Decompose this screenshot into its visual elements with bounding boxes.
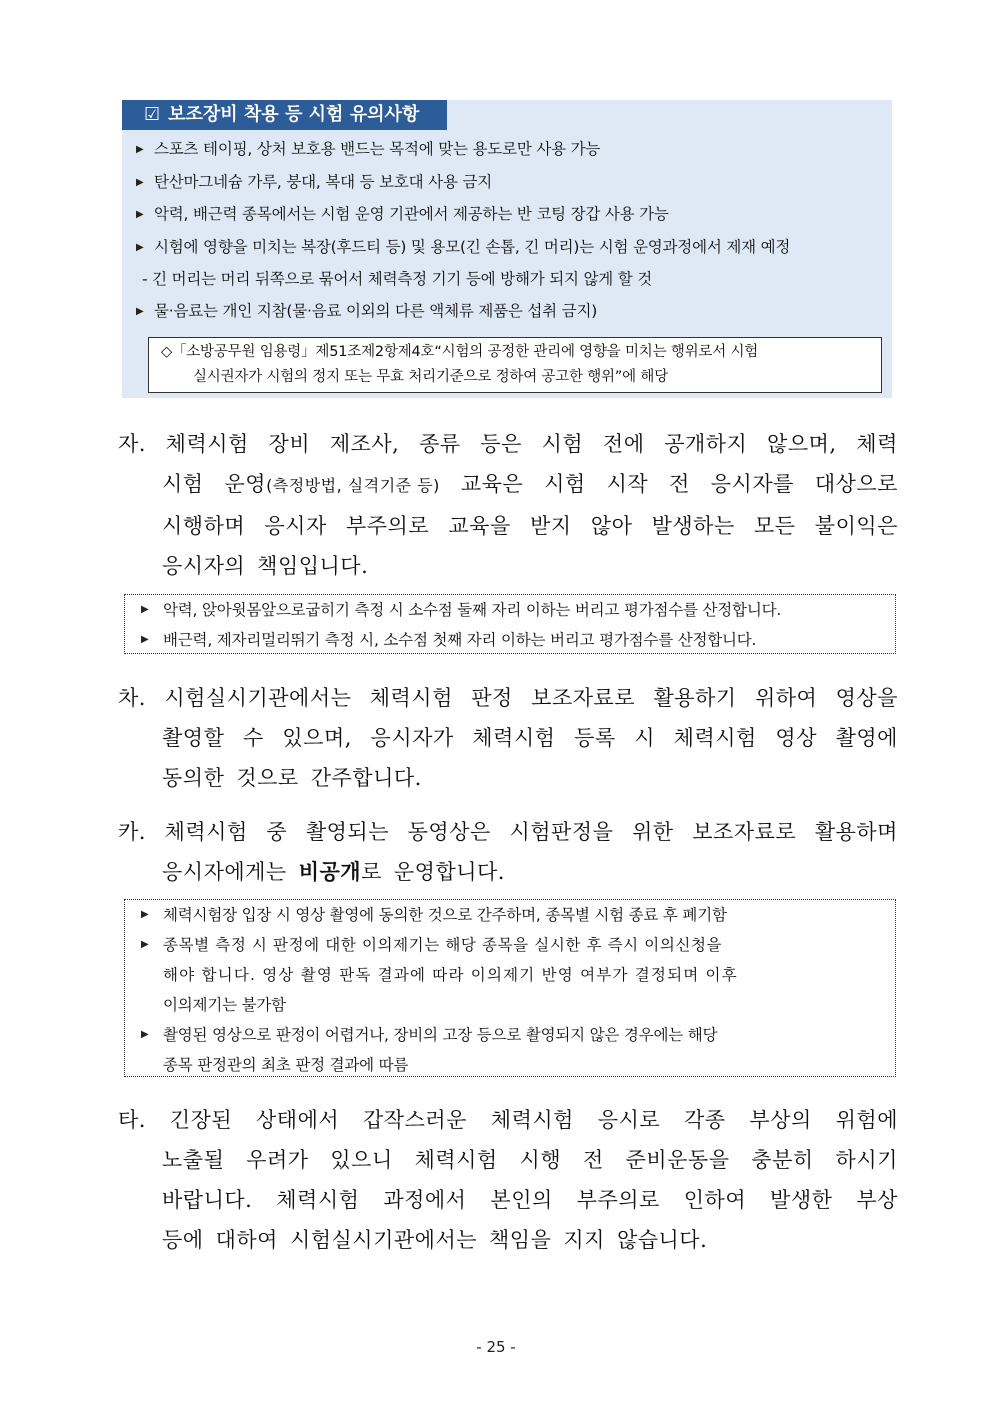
- word: 시험실시기관에서는: [289, 1228, 478, 1252]
- word: 시험판정을: [509, 820, 614, 844]
- legal-note-line: ◇「소방공무원 임용령」제51조제2항제4호“시험의 공정한 관리에 영향을 미치는 행위로서 시험: [161, 344, 759, 360]
- word: 부상의: [749, 1108, 812, 1132]
- word: [299, 852, 382, 892]
- word: 노출될: [162, 1148, 225, 1172]
- list-item-text: 배근력, 제자리멀리뛰기 측정 시, 소수점 첫째 자리 이하는 버리고 평가점수를 산정합니다.: [163, 631, 757, 649]
- word: 부주의로: [345, 514, 430, 538]
- triangle-bullet-icon: ▶: [141, 604, 149, 615]
- list-item-continuation: 해야 합니다. 영상 촬영 판독 결과에 따라 이의제기 반영 여부가 결정되며 이후: [163, 966, 738, 984]
- word: 운영합니다.: [393, 860, 505, 884]
- word: 체력시험: [414, 1148, 498, 1172]
- word: 자.: [118, 432, 146, 456]
- triangle-bullet-icon: ▶: [141, 1029, 149, 1040]
- word: 대상으로: [814, 472, 898, 496]
- notice-panel-title: [122, 100, 447, 130]
- list-item: [125, 900, 895, 930]
- word: 모든: [753, 514, 796, 538]
- triangle-bullet-icon: ▶: [136, 176, 144, 188]
- word: 시작: [606, 472, 649, 496]
- word: 판정: [471, 686, 513, 710]
- list-item: [125, 930, 895, 960]
- word: 준비운동을: [625, 1148, 730, 1172]
- word: 영상: [775, 726, 817, 750]
- word: 시: [634, 726, 656, 750]
- word: 활용하기: [653, 686, 737, 710]
- list-item-continuation: 이의제기는 불가함: [163, 996, 286, 1014]
- list-item-text: 물·음료는 개인 지참(물·음료 이외의 다른 액체류 제품은 섭취 금지): [154, 302, 598, 320]
- word: 시험실시기관에서는: [164, 686, 352, 710]
- word: 응시자에게는: [162, 860, 287, 884]
- list-item: [132, 231, 892, 264]
- word: 교육을: [448, 514, 511, 538]
- word: 응시자가: [370, 726, 454, 750]
- word: 있으니: [330, 1148, 393, 1172]
- word: 간주합니다.: [310, 766, 422, 790]
- word: 바랍니다.: [162, 1188, 253, 1212]
- word: 있으며,: [282, 726, 352, 750]
- word: 등에: [162, 1228, 204, 1252]
- word: 시험: [541, 432, 584, 456]
- list-item-text: 탄산마그네슘 가루, 붕대, 복대 등 보호대 사용 금지: [154, 172, 493, 191]
- para-line: [118, 718, 898, 758]
- list-item: [125, 1020, 895, 1050]
- triangle-bullet-icon: ▶: [141, 939, 150, 950]
- section-ka: [118, 812, 898, 892]
- word: 보조자료로: [531, 686, 636, 710]
- word: 응시자: [264, 514, 327, 538]
- section-ta: [118, 1100, 898, 1260]
- para-line: [118, 424, 898, 464]
- word: 위험에: [835, 1108, 898, 1132]
- word: 하시기: [835, 1148, 898, 1172]
- info-box-video: [124, 899, 896, 1077]
- word: 등은: [480, 432, 522, 456]
- word: 응시자의: [162, 554, 246, 578]
- word: 활용하며: [814, 820, 898, 844]
- word: 체력시험: [369, 686, 453, 710]
- word: 촬영되는: [305, 820, 389, 844]
- list-item-text: 촬영된 영상으로 판정이 어렵거나, 장비의 고장 등으로 촬영되지 않은 경우에는 해당: [163, 1026, 718, 1044]
- word: 수: [242, 726, 264, 750]
- triangle-bullet-icon: ▶: [136, 306, 144, 317]
- checkbox-icon: ☑: [144, 104, 161, 125]
- list-item-text: 악력, 앉아윗몸앞으로굽히기 측정 시 소수점 둘째 자리 이하는 버리고 평가점수를 산정합니다.: [163, 601, 782, 619]
- word: 본인의: [490, 1188, 553, 1212]
- para-line: [118, 1100, 898, 1140]
- word: 운영: [224, 472, 267, 496]
- word: 불이익은: [814, 514, 898, 538]
- page-number: - 25 -: [476, 1338, 516, 1356]
- word: 시험: [162, 472, 204, 496]
- para-line: [118, 506, 898, 546]
- word: 상태에서: [256, 1108, 340, 1132]
- word: 카.: [118, 820, 146, 844]
- list-item: [132, 295, 892, 328]
- word: 영상을: [835, 686, 898, 710]
- word: 시행하며: [162, 514, 246, 538]
- list-item-text: 스포츠 테이핑, 상처 보호용 밴드는 목적에 맞는 용도로만 사용 가능: [154, 140, 601, 158]
- word: 제조사,: [329, 432, 400, 456]
- word: 장비: [268, 432, 311, 456]
- list-item-text: 종목별 측정 시 판정에 대한 이의제기는 해당 종목을 실시한 후 즉시 이의신청을: [163, 936, 723, 954]
- word: 체력시험: [472, 726, 556, 750]
- triangle-bullet-icon: ▶: [136, 209, 144, 220]
- word: 위하여: [754, 686, 818, 710]
- triangle-bullet-icon: ▶: [141, 634, 149, 645]
- word: 지지: [563, 1228, 605, 1252]
- triangle-bullet-icon: ▶: [136, 144, 144, 155]
- section-ja: [118, 424, 898, 586]
- word: 충분히: [751, 1148, 814, 1172]
- list-item-text: 악력, 배근력 종목에서는 시험 운영 기관에서 제공하는 반 코팅 장갑 사용 가능: [154, 205, 669, 223]
- para-line: [118, 1140, 898, 1180]
- word: 긴장된: [169, 1108, 233, 1132]
- list-item: [132, 198, 892, 231]
- word: 보조자료로: [692, 820, 797, 844]
- word: 시행: [519, 1148, 562, 1172]
- word: 부상: [856, 1188, 898, 1212]
- para-line: [118, 464, 898, 506]
- word: 동의한: [162, 766, 225, 790]
- word: 않아: [590, 514, 633, 538]
- word: 발생한: [770, 1188, 833, 1212]
- word: 갑작스러운: [363, 1108, 467, 1132]
- word: 않으며,: [767, 432, 837, 456]
- para-line: [118, 1180, 898, 1220]
- word: 위한: [632, 820, 674, 844]
- list-item-text: 시험에 영향을 미치는 복장(후드티 등) 및 용모(긴 손톱, 긴 머리)는 시험 운영과정에서 제재 예정: [154, 237, 791, 256]
- triangle-bullet-icon: ▶: [136, 241, 144, 253]
- word: 체력: [856, 432, 898, 456]
- triangle-bullet-icon: ▶: [141, 909, 149, 920]
- word: 체력시험: [490, 1108, 574, 1132]
- word: 체력시험: [164, 820, 248, 844]
- word: 전: [582, 1148, 604, 1172]
- word: 공개하지: [664, 432, 748, 456]
- list-item-continuation: 종목 판정관의 최초 판정 결과에 따름: [163, 1056, 409, 1074]
- list-item: [125, 625, 895, 655]
- word: 않습니다.: [616, 1228, 708, 1252]
- word: 중: [266, 820, 288, 844]
- info-box-rounding: [124, 594, 896, 654]
- word: 책임입니다.: [257, 554, 369, 578]
- para-line: [118, 1220, 898, 1260]
- para-line: [118, 852, 898, 892]
- word: 대하여: [215, 1228, 278, 1252]
- list-item: [132, 166, 892, 199]
- word: 체력시험: [276, 1188, 360, 1212]
- notice-panel-title-text: 보조장비 착용 등 시험 유의사항: [168, 104, 420, 125]
- word: 부주의로: [576, 1188, 660, 1212]
- legal-note-line: 실시권자가 시험의 정지 또는 무효 처리기준으로 정하여 공고한 행위”에 해당: [193, 369, 669, 385]
- legal-note-box: [148, 337, 882, 393]
- list-item-text: 체력시험장 입장 시 영상 촬영에 동의한 것으로 간주하며, 종목별 시험 종료 후 폐기함: [163, 906, 727, 924]
- word: 교육은: [460, 472, 524, 496]
- word: 체력시험: [165, 432, 249, 456]
- word: 받지: [529, 514, 572, 538]
- para-line: [118, 678, 898, 718]
- word: 전: [669, 472, 690, 496]
- word: 각종: [684, 1108, 726, 1132]
- word: 응시자를: [710, 472, 794, 496]
- list-sub-item: - 긴 머리는 머리 뒤쪽으로 묶어서 체력측정 기기 등에 방해가 되지 않게 할 것: [142, 270, 653, 288]
- word: 체력시험: [673, 726, 757, 750]
- list-item: [125, 595, 895, 625]
- para-line: [118, 758, 898, 798]
- word: 전에: [602, 432, 645, 456]
- word: 것으로: [236, 766, 299, 790]
- para-line: [118, 812, 898, 852]
- word: 타.: [118, 1108, 146, 1132]
- word: 촬영할: [162, 726, 225, 750]
- word: 차.: [118, 686, 146, 710]
- small-note: (측정방법, 실격기준 등): [266, 476, 440, 495]
- list-item: [132, 133, 892, 166]
- word: [224, 464, 439, 506]
- word: 동영상은: [407, 820, 491, 844]
- word: 과정에서: [383, 1188, 467, 1212]
- word: 책임을: [489, 1228, 552, 1252]
- para-line: [118, 546, 898, 586]
- section-cha: [118, 678, 898, 798]
- word: 로: [361, 860, 382, 884]
- word: 등록: [574, 726, 616, 750]
- word: 우려가: [246, 1148, 309, 1172]
- word: 종류: [419, 432, 461, 456]
- emphasis-text: 비공개: [298, 860, 362, 884]
- word: 시험: [544, 472, 586, 496]
- word: 발생하는: [651, 514, 735, 538]
- notice-list: [132, 133, 892, 328]
- word: 촬영에: [835, 726, 898, 750]
- word: 응시로: [597, 1108, 661, 1132]
- word: 인하여: [683, 1188, 747, 1212]
